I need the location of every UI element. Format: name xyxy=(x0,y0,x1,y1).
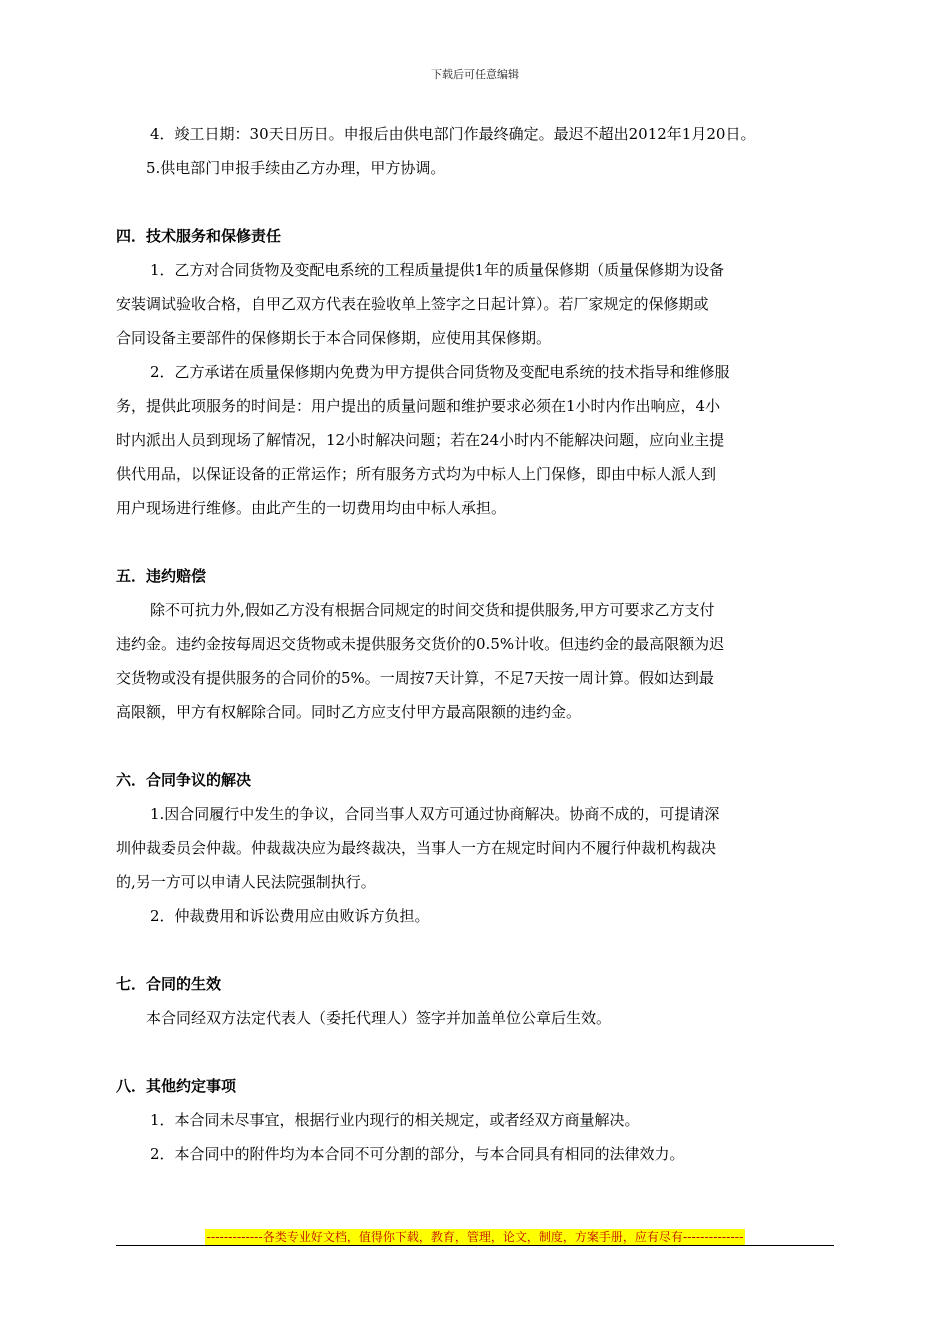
paragraph-line: 的,另一方可以申请人民法院强制执行。 xyxy=(116,873,376,891)
paragraph-line: 安装调试验收合格，自甲乙双方代表在验收单上签字之日起计算）。若厂家规定的保修期或 xyxy=(116,295,709,313)
section-6-paragraph-1 xyxy=(116,804,834,892)
paragraph-line: 除不可抗力外,假如乙方没有根据合同规定的时间交货和提供服务,甲方可要求乙方支付 xyxy=(150,601,715,619)
paragraph-line: 2．乙方承诺在质量保修期内免费为甲方提供合同货物及变配电系统的技术指导和维修服 xyxy=(150,363,730,381)
section-8-heading: 八．其他约定事项 xyxy=(116,1077,237,1095)
section-5-heading: 五．违约赔偿 xyxy=(116,567,207,585)
power-application-paragraph: 5.供电部门申报手续由乙方办理，甲方协调。 xyxy=(146,159,446,177)
paragraph-line: 时内派出人员到现场了解情况，12小时解决问题；若在24小时内不能解决问题，应向业主提 xyxy=(116,431,725,449)
section-4-paragraph-2 xyxy=(116,362,834,518)
section-6-heading: 六．合同争议的解决 xyxy=(116,771,252,789)
page-header: 下载后可任意编辑 xyxy=(431,68,519,81)
paragraph-line: 交货物或没有提供服务的合同价的5%。一周按7天计算，不足7天按一周计算。假如达到最 xyxy=(116,669,714,687)
paragraph-line: 用户现场进行维修。由此产生的一切费用均由中标人承担。 xyxy=(116,499,507,517)
section-8-paragraph-1: 1．本合同未尽事宜，根据行业内现行的相关规定，或者经双方商量解决。 xyxy=(150,1111,640,1129)
paragraph-line: 合同设备主要部件的保修期长于本合同保修期，应使用其保修期。 xyxy=(116,329,552,347)
paragraph-line: 供代用品，以保证设备的正常运作；所有服务方式均为中标人上门保修，即由中标人派人到 xyxy=(116,465,717,483)
paragraph-line: 务，提供此项服务的时间是：用户提出的质量问题和维护要求必须在1小时内作出响应，4小 xyxy=(116,397,721,415)
paragraph-line: 1．乙方对合同货物及变配电系统的工程质量提供1年的质量保修期（质量保修期为设备 xyxy=(150,261,725,279)
completion-date-paragraph: 4．竣工日期：30天日历日。申报后由供电部门作最终确定。最迟不超出2012年1月20日。 xyxy=(150,125,756,143)
section-4-paragraph-1 xyxy=(116,260,834,348)
section-8-paragraph-2: 2．本合同中的附件均为本合同不可分割的部分，与本合同具有相同的法律效力。 xyxy=(150,1145,685,1163)
footer-promo-text: -------------各类专业好文档，值得你下载，教育，管理，论文，制度，方案手册，应有尽有-------------- xyxy=(206,1230,744,1244)
paragraph-line: 圳仲裁委员会仲裁。仲裁裁决应为最终裁决，当事人一方在规定时间内不履行仲裁机构裁决 xyxy=(116,839,717,857)
footer-divider xyxy=(116,1245,834,1246)
section-7-paragraph-1: 本合同经双方法定代表人（委托代理人）签字并加盖单位公章后生效。 xyxy=(146,1009,612,1027)
paragraph-line: 1.因合同履行中发生的争议，合同当事人双方可通过协商解决。协商不成的，可提请深 xyxy=(150,805,720,823)
section-7-heading: 七．合同的生效 xyxy=(116,975,222,993)
page-footer xyxy=(116,1226,834,1245)
document-body xyxy=(116,118,834,1164)
section-4-heading: 四．技术服务和保修责任 xyxy=(116,227,282,245)
paragraph-line: 违约金。违约金按每周迟交货物或未提供服务交货价的0.5%计收。但违约金的最高限额为迟 xyxy=(116,635,725,653)
section-5-paragraph-1 xyxy=(116,600,834,722)
paragraph-line: 高限额，甲方有权解除合同。同时乙方应支付甲方最高限额的违约金。 xyxy=(116,703,582,721)
section-6-paragraph-2: 2．仲裁费用和诉讼费用应由败诉方负担。 xyxy=(150,907,430,925)
